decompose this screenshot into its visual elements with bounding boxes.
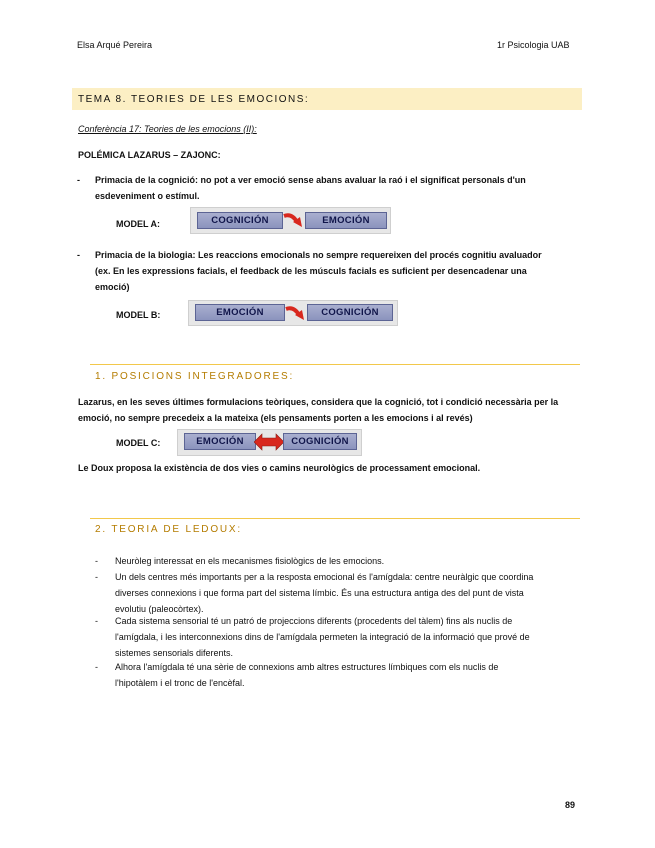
page-number: 89 [565, 800, 576, 810]
list-item [95, 659, 575, 691]
model-b-label: MODEL B: [116, 310, 161, 320]
header-author: Elsa Arqué Pereira [77, 40, 153, 50]
bullet-dash: - [95, 572, 98, 582]
emocion-box: EMOCIÓN [195, 304, 285, 321]
list-item-line: sistemes sensorials diferents. [115, 648, 234, 658]
section-divider [90, 518, 580, 519]
list-item-line: l'amígdala, i les interconnexions dins de l'amígdala permeten la integració de la informació que prové de [115, 632, 530, 642]
cognicion-box: COGNICIÓN [197, 212, 283, 229]
list-item [95, 613, 575, 661]
curved-arrow-icon [285, 303, 307, 323]
list-item-line: l'hipotàlem i el tronc de l'encèfal. [115, 678, 245, 688]
bullet-dash: - [77, 250, 80, 260]
list-item-line: emoció) [95, 282, 130, 292]
list-item-line: Cada sistema sensorial té un patró de projeccions diferents (procedents del tàlem) fins als nuclis de [115, 616, 513, 626]
model-a-diagram [190, 207, 391, 234]
model-c-diagram [177, 429, 362, 456]
header-course: 1r Psicologia UAB [497, 40, 570, 50]
polemic-heading: POLÉMICA LAZARUS – ZAJONC: [78, 150, 221, 160]
list-item-line: Un dels centres més importants per a la resposta emocional és l'amígdala: centre neuràlgic que coordina [115, 572, 534, 582]
lazarus-paragraph [78, 394, 578, 426]
section-title-integradores: 1. POSICIONS INTEGRADORES: [95, 371, 295, 382]
emocion-box: EMOCIÓN [184, 433, 256, 450]
list-item [77, 172, 555, 204]
list-item [95, 569, 575, 617]
model-b-diagram [188, 300, 398, 326]
emocion-box: EMOCIÓN [305, 212, 387, 229]
list-item-line: evolutiu (paleocòrtex). [115, 604, 204, 614]
paragraph-line: emoció, no sempre precedeix a la mateixa (els pensaments porten a les emocions i al revés) [78, 413, 473, 423]
section-title-ledoux: 2. TEORIA DE LEDOUX: [95, 524, 242, 535]
model-c-label: MODEL C: [116, 438, 161, 448]
section-divider [90, 364, 580, 365]
tema-title: TEMA 8. TEORIES DE LES EMOCIONS: [78, 94, 310, 105]
bullet-dash: - [95, 556, 98, 566]
list-item-line: Neuròleg interessat en els mecanismes fisiològics de les emocions. [115, 556, 385, 566]
list-item-line: Primacia de la biologia: Les reaccions emocionals no sempre requereixen del procés cognitiu avaluador [95, 250, 542, 260]
bullet-dash: - [77, 175, 80, 185]
conference-title: Conferència 17: Teories de les emocions (II): [78, 124, 257, 134]
list-item-line: Alhora l'amígdala té una sèrie de connexions amb altres estructures límbiques com els nuclis de [115, 662, 499, 672]
list-item-line: esdeveniment o estímul. [95, 191, 200, 201]
cognicion-box: COGNICIÓN [283, 433, 357, 450]
list-item [77, 247, 555, 295]
list-item-line: (ex. En les expressions facials, el feedback de les músculs facials es suficient per desencadenar una [95, 266, 527, 276]
list-item-line: Primacia de la cognició: no pot a ver emoció sense abans avaluar la raó i el significat personals d'un [95, 175, 526, 185]
bullet-dash: - [95, 616, 98, 626]
curved-arrow-icon [283, 210, 305, 230]
list-item [95, 553, 575, 569]
list-item-line: diverses connexions i que forma part del sistema límbic. És una estructura antiga des del punt de vista [115, 588, 524, 598]
paragraph-line: Lazarus, en les seves últimes formulacions teòriques, considera que la cognició, tot i condició necessària per la [78, 397, 559, 407]
model-a-label: MODEL A: [116, 219, 160, 229]
ledoux-line: Le Doux proposa la existència de dos vies o camins neurològics de processament emocional. [78, 463, 481, 473]
double-arrow-icon [254, 433, 284, 451]
bullet-dash: - [95, 662, 98, 672]
cognicion-box: COGNICIÓN [307, 304, 393, 321]
